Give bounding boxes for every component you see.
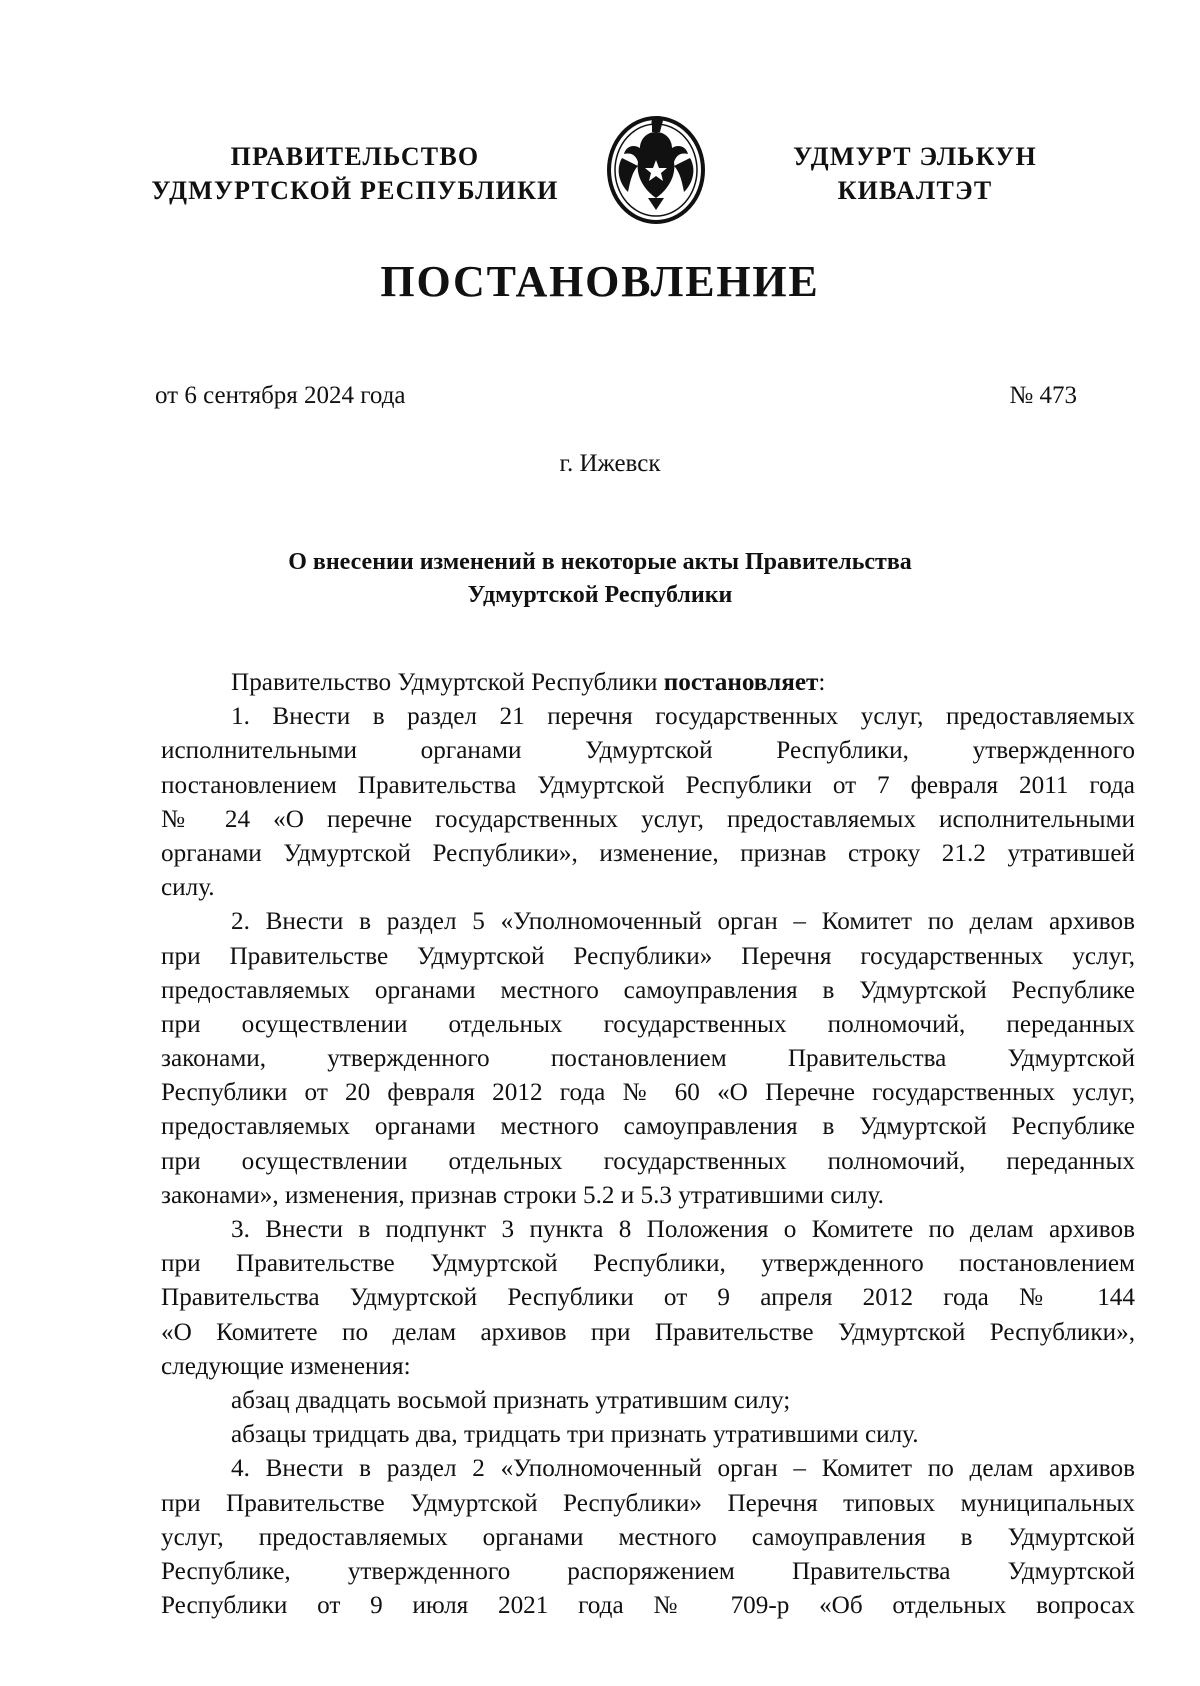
body-line: услуг, предоставляемых органами местного самоуправления в Удмуртской: [161, 1523, 1135, 1551]
header-right-line-2: КИВАЛТЭТ: [837, 176, 993, 205]
body-line: Республики от 9 июля 2021 года № 709-р «Об отдельных вопросах: [161, 1592, 1135, 1620]
body-line: № 24 «О перечне государственных услуг, предоставляемых исполнительными: [161, 805, 1135, 833]
header-left: [135, 140, 575, 208]
subject-line-1: О внесении изменений в некоторые акты Правительства: [288, 549, 912, 575]
document-date: от 6 сентября 2024 года: [155, 382, 406, 409]
document-subject: [0, 546, 1200, 612]
body-line: при Правительстве Удмуртской Республики» Перечня типовых муниципальных: [161, 1489, 1135, 1517]
body-line: 1. Внести в раздел 21 перечня государственных услуг, предоставляемых: [231, 703, 1135, 731]
intro-prefix: Правительство Удмуртской Республики: [231, 669, 664, 696]
body-line: при осуществлении отдельных государственных полномочий, переданных: [161, 1147, 1135, 1175]
document-city: г. Ижевск: [559, 450, 661, 477]
body-line: постановлением Правительства Удмуртской Республики от 7 февраля 2011 года: [161, 771, 1135, 799]
body-line: предоставляемых органами местного самоуправления в Удмуртской Республике: [161, 1113, 1135, 1141]
body-line: исполнительными органами Удмуртской Республики, утвержденного: [161, 737, 1135, 765]
document-body: [161, 666, 1135, 1623]
body-line: предоставляемых органами местного самоуправления в Удмуртской Республике: [161, 976, 1135, 1004]
header-right: [765, 140, 1065, 208]
intro-suffix: :: [818, 669, 826, 696]
body-line: Правительства Удмуртской Республики от 9 апреля 2012 года № 144: [161, 1284, 1135, 1312]
intro-line: [161, 666, 1135, 700]
body-line: при Правительстве Удмуртской Республики» Перечня государственных услуг,: [161, 942, 1135, 970]
document-number: № 473: [1009, 382, 1077, 409]
body-line: законами, утвержденного постановлением Правительства Удмуртской: [161, 1045, 1135, 1073]
body-line: законами», изменения, признав строки 5.2 и 5.3 утратившими силу.: [161, 1181, 884, 1209]
body-line: 3. Внести в подпункт 3 пункта 8 Положения о Комитете по делам архивов: [231, 1216, 1135, 1243]
header-left-line-2: УДМУРТСКОЙ РЕСПУБЛИКИ: [151, 176, 559, 205]
body-line: 4. Внести в раздел 2 «Уполномоченный орган – Комитет по делам архивов: [231, 1455, 1135, 1483]
body-line: Республики от 20 февраля 2012 года № 60 «О Перечне государственных услуг,: [161, 1079, 1135, 1107]
body-line: 2. Внести в раздел 5 «Уполномоченный орган – Комитет по делам архивов: [231, 908, 1135, 936]
intro-bold: постановляет: [663, 669, 819, 696]
body-line: абзацы тридцать два, тридцать три признать утратившими силу.: [231, 1421, 919, 1449]
body-line: органами Удмуртской Республики», изменение, признав строку 21.2 утратившей: [161, 839, 1135, 867]
body-line: при осуществлении отдельных государственных полномочий, переданных: [161, 1010, 1135, 1038]
body-line: силу.: [161, 874, 215, 902]
header-right-line-1: УДМУРТ ЭЛЬКУН: [793, 142, 1037, 171]
udmurt-coat-of-arms-icon: [602, 112, 710, 224]
document-title: ПОСТАНОВЛЕНИЕ: [380, 257, 820, 306]
header-left-line-1: ПРАВИТЕЛЬСТВО: [230, 142, 480, 171]
body-line: Республике, утвержденного распоряжением Правительства Удмуртской: [161, 1557, 1135, 1585]
body-line: «О Комитете по делам архивов при Правительстве Удмуртской Республики»,: [161, 1318, 1135, 1346]
body-line: следующие изменения:: [161, 1352, 411, 1380]
body-line: при Правительстве Удмуртской Республики, утвержденного постановлением: [161, 1250, 1135, 1278]
subject-line-2: Удмуртской Республики: [467, 582, 733, 608]
body-line: абзац двадцать восьмой признать утратившим силу;: [231, 1386, 791, 1414]
